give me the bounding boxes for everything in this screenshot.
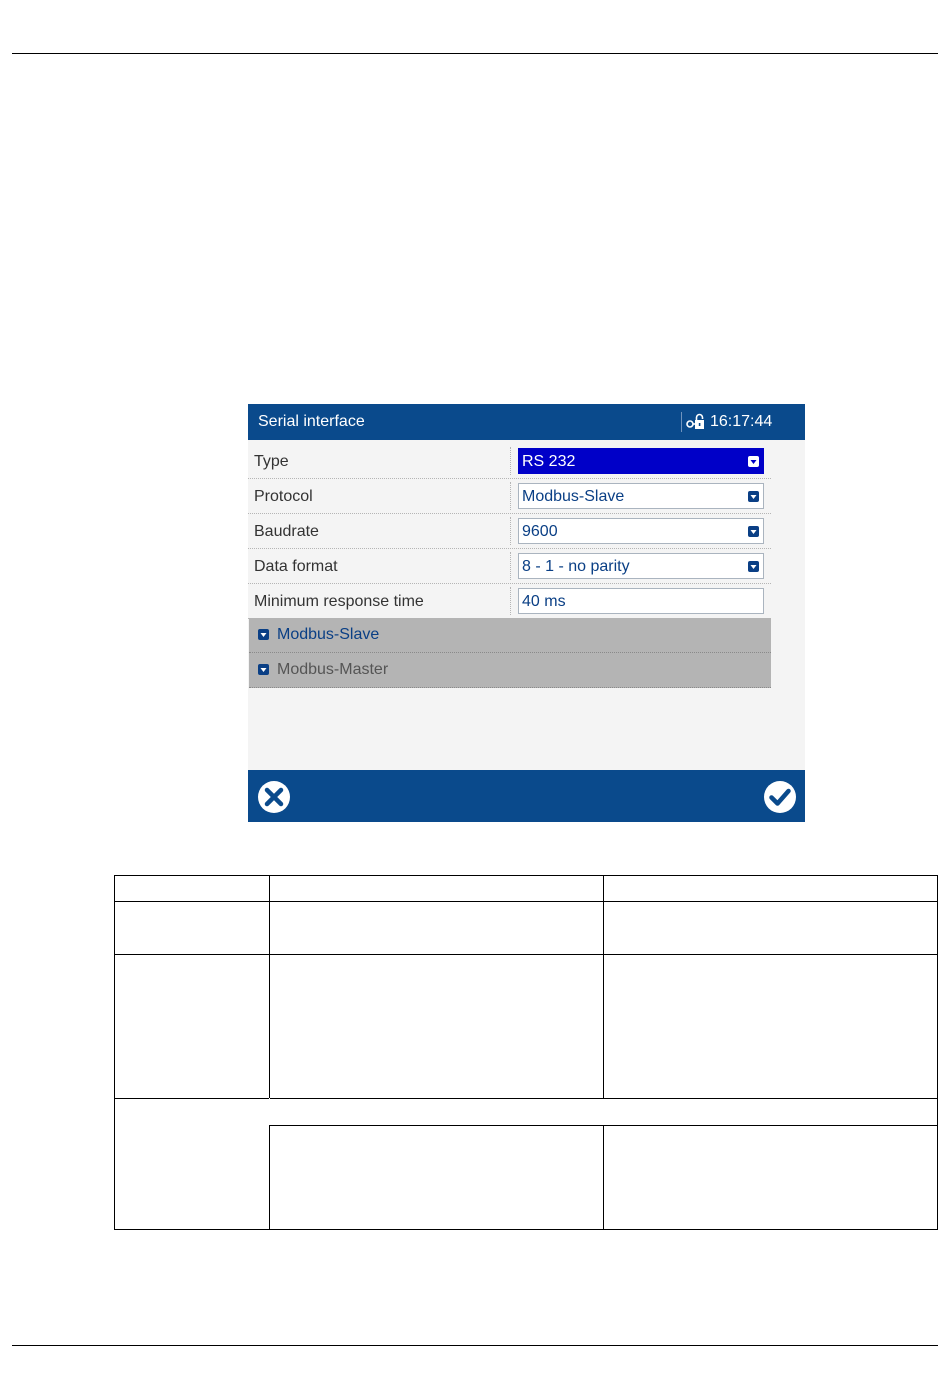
type-value: RS 232	[522, 453, 576, 470]
chevron-down-icon	[748, 561, 759, 572]
expand-icon	[258, 664, 269, 675]
data-format-value: 8 - 1 - no parity	[522, 558, 630, 575]
setting-label: Minimum response time	[254, 593, 424, 610]
cancel-icon[interactable]	[256, 779, 292, 815]
protocol-value: Modbus-Slave	[522, 488, 625, 505]
setting-label: Baudrate	[254, 523, 319, 540]
setting-row-protocol	[248, 479, 771, 514]
serial-interface-dialog	[248, 404, 805, 822]
baudrate-dropdown[interactable]	[518, 518, 764, 544]
group-label: Modbus-Master	[277, 661, 389, 678]
chevron-down-icon	[748, 491, 759, 502]
setting-label: Type	[254, 453, 289, 470]
setting-row-data-format	[248, 549, 771, 584]
protocol-dropdown[interactable]	[518, 483, 764, 509]
header-rule	[12, 53, 938, 54]
dialog-title: Serial interface	[258, 413, 365, 430]
chevron-down-icon	[748, 456, 759, 467]
group-modbus-slave[interactable]	[249, 618, 771, 653]
dialog-footer	[248, 770, 805, 822]
title-separator	[681, 412, 682, 432]
expand-icon	[258, 629, 269, 640]
title-bar	[248, 404, 805, 440]
setting-label: Data format	[254, 558, 338, 575]
setting-row-type	[248, 444, 771, 479]
lock-icon	[686, 413, 704, 431]
setting-row-baudrate	[248, 514, 771, 549]
type-dropdown[interactable]	[518, 448, 764, 474]
min-response-time-value: 40 ms	[522, 593, 566, 610]
group-label: Modbus-Slave	[277, 626, 380, 643]
setting-row-min-response-time	[248, 584, 771, 619]
chevron-down-icon	[748, 526, 759, 537]
min-response-time-input[interactable]	[518, 588, 764, 614]
data-format-dropdown[interactable]	[518, 553, 764, 579]
confirm-icon[interactable]	[762, 779, 798, 815]
baudrate-value: 9600	[522, 523, 558, 540]
parameter-table	[114, 875, 938, 1230]
footer-rule	[12, 1345, 938, 1346]
setting-label: Protocol	[254, 488, 313, 505]
clock-display: 16:17:44	[710, 413, 773, 430]
group-modbus-master[interactable]	[249, 653, 771, 688]
